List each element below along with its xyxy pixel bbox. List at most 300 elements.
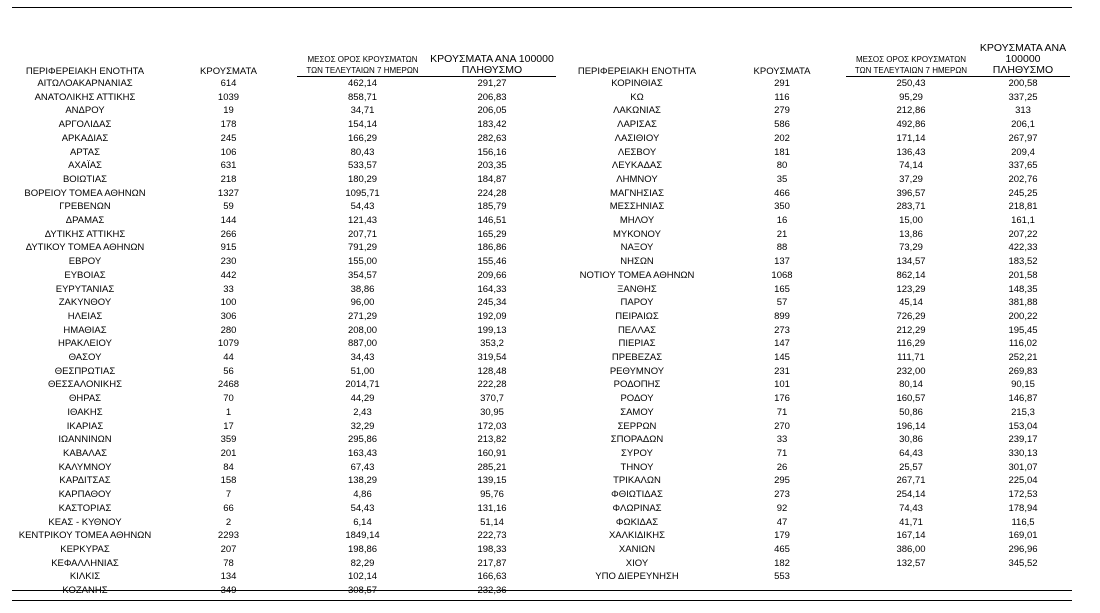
right-per100k-cell: 337,25 <box>1008 91 1038 103</box>
left-per100k-cell: 217,87 <box>477 557 507 569</box>
header-cases-per-100k-right <box>976 43 1070 77</box>
right-avg7-cell: 396,57 <box>896 187 926 199</box>
right-per100k-cell: 172,53 <box>1008 489 1038 501</box>
right-per100k-cell: 90,15 <box>1011 379 1035 391</box>
right-region-cell: ΥΠΟ ΔΙΕΡΕΥΝΗΣΗ <box>595 571 679 583</box>
left-cases-cell: 17 <box>223 420 234 432</box>
table-row <box>10 77 1070 91</box>
right-region-cell: ΛΑΣΙΘΙΟΥ <box>614 132 660 144</box>
left-region-cell: ΙΩΑΝΝΙΝΩΝ <box>58 434 112 446</box>
table-row <box>10 543 1070 557</box>
left-region-cell: ΑΝΔΡΟΥ <box>65 105 105 117</box>
left-avg7-cell: 6,14 <box>353 516 372 528</box>
left-per100k-cell: 285,21 <box>477 461 507 473</box>
right-region-cell: ΝΗΣΩΝ <box>620 256 654 268</box>
left-per100k-cell: 209,66 <box>477 269 507 281</box>
right-avg7-cell: 250,43 <box>896 78 926 89</box>
right-avg7-cell: 25,57 <box>899 461 923 473</box>
right-avg7-cell: 123,29 <box>896 283 926 295</box>
right-avg7-cell <box>846 570 976 584</box>
right-per100k-cell: 239,17 <box>1008 434 1038 446</box>
right-per100k-cell: 301,07 <box>1008 461 1038 473</box>
right-per100k-cell: 218,81 <box>1008 201 1038 213</box>
right-cases-cell: 71 <box>776 406 788 418</box>
left-per100k-cell: 146,51 <box>477 215 507 227</box>
right-per100k-cell: 296,96 <box>1008 543 1038 555</box>
table-row <box>10 420 1070 434</box>
right-cases-cell: 26 <box>776 461 788 473</box>
left-avg7-cell: 887,00 <box>347 338 378 350</box>
left-avg7-cell: 163,43 <box>347 447 378 459</box>
right-cases-cell: 47 <box>776 516 788 528</box>
right-per100k-cell: 201,58 <box>1008 269 1038 281</box>
right-region-cell: ΦΘΙΩΤΙΔΑΣ <box>611 489 663 501</box>
left-per100k-cell: 51,14 <box>480 516 504 528</box>
right-region-cell: ΛΕΥΚΑΔΑΣ <box>611 160 663 172</box>
left-cases-cell: 158 <box>220 475 237 487</box>
right-cases-cell: 202 <box>774 132 790 144</box>
right-per100k-cell <box>976 570 1070 584</box>
left-cases-cell: 266 <box>220 228 237 240</box>
right-per100k-cell: 153,04 <box>1008 420 1038 432</box>
right-cases-cell: 33 <box>776 434 788 446</box>
right-per100k-cell: 209,4 <box>1011 146 1035 158</box>
left-region-cell: ΚΕΦΑΛΛΗΝΙΑΣ <box>51 557 119 569</box>
left-per100k-cell: 156,16 <box>477 146 507 158</box>
left-cases-cell: 280 <box>220 324 237 336</box>
left-cases-cell: 59 <box>223 201 234 213</box>
right-region-cell: ΛΑΡΙΣΑΣ <box>617 119 657 131</box>
right-avg7-cell: 45,14 <box>899 297 923 309</box>
table-row <box>10 310 1070 324</box>
right-cases-cell: 16 <box>776 215 788 227</box>
left-region-cell: ΓΡΕΒΕΝΩΝ <box>59 201 111 213</box>
left-region-cell: ΕΒΡΟΥ <box>68 256 102 268</box>
bottom-rule-1 <box>12 590 1072 591</box>
right-region-cell: ΤΗΝΟΥ <box>620 461 654 473</box>
left-region-cell: ΗΡΑΚΛΕΙΟΥ <box>58 338 112 350</box>
left-region-cell: ΘΕΣΣΑΛΟΝΙΚΗΣ <box>48 379 122 391</box>
right-cases-cell: 586 <box>774 119 790 131</box>
right-avg7-cell: 726,29 <box>896 310 926 322</box>
right-cases-cell: 231 <box>774 365 790 377</box>
right-cases-cell: 179 <box>774 530 790 542</box>
right-per100k-cell: 215,3 <box>1011 406 1035 418</box>
right-cases-cell: 176 <box>774 393 790 405</box>
left-per100k-cell: 164,33 <box>477 283 507 295</box>
right-avg7-cell: 171,14 <box>896 132 926 144</box>
left-avg7-cell: 166,29 <box>347 132 378 144</box>
left-avg7-cell: 54,43 <box>350 502 375 514</box>
left-region-cell: ΚΕΑΣ - ΚΥΘΝΟΥ <box>48 516 122 528</box>
left-cases-cell: 201 <box>220 447 237 459</box>
left-avg7-cell: 154,14 <box>347 119 378 131</box>
right-avg7-cell: 13,86 <box>899 228 923 240</box>
left-per100k-cell: 224,28 <box>477 187 507 199</box>
right-per100k-cell: 148,35 <box>1008 283 1038 295</box>
left-avg7-cell: 207,71 <box>347 228 378 240</box>
left-cases-cell: 134 <box>220 571 237 583</box>
table-row <box>10 241 1070 255</box>
left-per100k-cell: 245,34 <box>477 297 507 309</box>
header-cases-right: ΚΡΟΥΣΜΑΤΑ <box>753 65 811 77</box>
left-cases-cell: 7 <box>225 489 232 501</box>
right-per100k-cell: 161,1 <box>1011 215 1035 227</box>
left-cases-cell: 1327 <box>217 187 240 199</box>
left-avg7-cell: 38,86 <box>350 283 375 295</box>
right-avg7-cell: 41,71 <box>899 516 923 528</box>
right-avg7-cell: 212,86 <box>896 105 926 117</box>
right-per100k-cell: 178,94 <box>1008 502 1038 514</box>
left-region-cell: ΚΑΣΤΟΡΙΑΣ <box>58 502 112 514</box>
header-region: ΠΕΡΙΦΕΡΕΙΑΚΗ ΕΝΟΤΗΤΑ <box>25 65 145 77</box>
left-cases-cell: 207 <box>220 543 237 555</box>
right-cases-cell: 295 <box>774 475 790 487</box>
right-region-cell: ΧΙΟΥ <box>625 557 649 569</box>
right-avg7-cell: 64,43 <box>899 447 923 459</box>
right-region-cell: ΣΠΟΡΑΔΩΝ <box>610 434 664 446</box>
left-per100k-cell: 291,27 <box>477 78 507 89</box>
right-per100k-cell: 116,02 <box>1008 338 1038 350</box>
right-avg7-cell: 15,00 <box>899 215 923 227</box>
left-per100k-cell: 199,13 <box>477 324 507 336</box>
right-cases-cell: 273 <box>774 489 790 501</box>
right-per100k-cell: 146,87 <box>1008 393 1038 405</box>
header-7day-average-line2: ΤΩΝ ΤΕΛΕΥΤΑΙΩΝ 7 ΗΜΕΡΩΝ <box>306 66 419 75</box>
left-region-cell: ΔΥΤΙΚΟΥ ΤΟΜΕΑ ΑΘΗΝΩΝ <box>25 242 145 254</box>
left-avg7-cell: 138,29 <box>347 475 378 487</box>
right-cases-cell: 92 <box>776 502 788 514</box>
left-avg7-cell: 34,71 <box>350 105 375 117</box>
left-cases-cell: 306 <box>220 310 237 322</box>
right-per100k-cell: 330,13 <box>1008 447 1038 459</box>
left-cases-cell: 359 <box>220 434 237 446</box>
table-row <box>10 187 1070 201</box>
table-row <box>10 104 1070 118</box>
right-region-cell: ΛΑΚΩΝΙΑΣ <box>613 105 661 117</box>
cases-table <box>10 43 1070 598</box>
left-per100k-cell: 213,82 <box>477 434 507 446</box>
right-avg7-cell: 212,29 <box>896 324 926 336</box>
left-per100k-cell: 222,73 <box>477 530 507 542</box>
right-avg7-cell: 862,14 <box>896 269 926 281</box>
table-row <box>10 365 1070 379</box>
right-avg7-cell: 232,00 <box>896 365 926 377</box>
right-cases-cell: 147 <box>774 338 790 350</box>
left-cases-cell: 84 <box>223 461 234 473</box>
left-region-cell: ΒΟΙΩΤΙΑΣ <box>62 173 108 185</box>
right-avg7-cell: 74,14 <box>899 160 923 172</box>
left-cases-cell: 66 <box>223 502 234 514</box>
left-per100k-cell: 155,46 <box>477 256 507 268</box>
right-region-cell: ΡΕΘΥΜΝΟΥ <box>609 365 665 377</box>
left-region-cell: ΚΟΖΑΝΗΣ <box>62 585 108 597</box>
left-region-cell: ΗΜΑΘΙΑΣ <box>63 324 107 336</box>
left-avg7-cell: 308,57 <box>347 585 378 597</box>
right-per100k-cell: 200,58 <box>1008 78 1038 89</box>
right-region-cell: ΛΗΜΝΟΥ <box>616 173 658 185</box>
right-region-cell: ΝΟΤΙΟΥ ΤΟΜΕΑ ΑΘΗΝΩΝ <box>579 269 695 281</box>
left-per100k-cell: 166,63 <box>477 571 507 583</box>
left-cases-cell: 631 <box>220 160 237 172</box>
left-region-cell: ΑΡΤΑΣ <box>70 146 100 158</box>
header-row <box>10 43 1070 77</box>
left-per100k-cell: 160,91 <box>477 447 507 459</box>
header-7day-average-line1: ΜΕΣΟΣ ΟΡΟΣ ΚΡΟΥΣΜΑΤΩΝ <box>307 55 418 64</box>
left-per100k-cell: 128,48 <box>477 365 507 377</box>
right-cases-cell: 273 <box>774 324 790 336</box>
table-row <box>10 337 1070 351</box>
table-row <box>10 433 1070 447</box>
left-cases-cell: 2468 <box>217 379 240 391</box>
right-region-cell: ΠΕΙΡΑΙΩΣ <box>615 310 659 322</box>
right-per100k-cell: 245,25 <box>1008 187 1038 199</box>
right-region-cell: ΞΑΝΘΗΣ <box>617 283 657 295</box>
left-avg7-cell: 791,29 <box>347 242 378 254</box>
left-per100k-cell: 184,87 <box>477 173 507 185</box>
left-per100k-cell: 95,76 <box>480 489 504 501</box>
left-avg7-cell: 121,43 <box>347 215 378 227</box>
left-region-cell: ΘΕΣΠΡΩΤΙΑΣ <box>54 365 116 377</box>
left-per100k-cell: 232,36 <box>477 585 507 597</box>
table-row <box>10 516 1070 530</box>
table-row <box>10 447 1070 461</box>
right-cases-cell: 1068 <box>771 269 793 281</box>
right-per100k-cell: 337,65 <box>1008 160 1038 172</box>
right-per100k-cell: 206,1 <box>1011 119 1035 131</box>
table-row <box>10 378 1070 392</box>
left-region-cell: ΚΕΡΚΥΡΑΣ <box>60 543 110 555</box>
table-row <box>10 159 1070 173</box>
left-cases-cell: 218 <box>220 173 237 185</box>
left-avg7-cell: 4,86 <box>353 489 372 501</box>
left-avg7-cell: 180,29 <box>347 173 378 185</box>
left-avg7-cell: 34,43 <box>350 352 375 364</box>
left-cases-cell: 230 <box>220 256 237 268</box>
left-cases-cell: 1 <box>225 406 232 418</box>
header-7day-average <box>297 43 428 77</box>
left-avg7-cell: 80,43 <box>350 146 375 158</box>
left-avg7-cell: 354,57 <box>347 269 378 281</box>
header-region-right: ΠΕΡΙΦΕΡΕΙΑΚΗ ΕΝΟΤΗΤΑ <box>577 65 697 77</box>
left-avg7-cell: 462,14 <box>347 78 378 89</box>
left-cases-cell: 19 <box>223 105 234 117</box>
right-cases-cell: 553 <box>774 571 790 583</box>
right-avg7-cell: 134,57 <box>896 256 926 268</box>
right-avg7-cell: 254,14 <box>896 489 926 501</box>
right-avg7-cell: 167,14 <box>896 530 926 542</box>
table-row <box>10 351 1070 365</box>
table-row <box>10 474 1070 488</box>
left-region-cell: ΑΡΓΟΛΙΔΑΣ <box>58 119 112 131</box>
left-avg7-cell: 858,71 <box>347 91 378 103</box>
left-per100k-cell: 319,54 <box>477 352 507 364</box>
left-region-cell: ΚΑΡΔΙΤΣΑΣ <box>59 475 111 487</box>
left-cases-cell: 106 <box>220 146 237 158</box>
right-avg7-cell: 111,71 <box>897 352 925 364</box>
right-cases-cell: 350 <box>774 201 790 213</box>
right-per100k-cell: 202,76 <box>1008 173 1038 185</box>
left-avg7-cell: 295,86 <box>347 434 378 446</box>
left-region-cell: ΚΙΛΚΙΣ <box>69 571 101 583</box>
right-per100k-cell: 116,5 <box>1011 516 1035 528</box>
left-cases-cell: 2 <box>225 516 232 528</box>
left-cases-cell: 178 <box>220 119 237 131</box>
left-per100k-cell: 192,09 <box>477 310 507 322</box>
left-cases-cell: 1039 <box>217 91 240 103</box>
left-per100k-cell: 183,42 <box>477 119 507 131</box>
left-cases-cell: 144 <box>220 215 237 227</box>
left-per100k-cell: 282,63 <box>477 132 507 144</box>
bottom-rule-2 <box>12 600 1072 601</box>
right-region-cell: ΜΕΣΣΗΝΙΑΣ <box>609 201 665 213</box>
left-avg7-cell: 1849,14 <box>345 530 380 542</box>
right-cases-cell: 80 <box>776 160 788 172</box>
left-avg7-cell: 533,57 <box>347 160 378 172</box>
left-avg7-cell: 198,86 <box>347 543 378 555</box>
table-row <box>10 570 1070 584</box>
left-per100k-cell: 139,15 <box>477 475 507 487</box>
left-per100k-cell: 30,95 <box>480 406 504 418</box>
right-cases-cell: 279 <box>774 105 790 117</box>
left-cases-cell: 915 <box>220 242 237 254</box>
left-avg7-cell: 32,29 <box>350 420 375 432</box>
right-region-cell: ΤΡΙΚΑΛΩΝ <box>613 475 661 487</box>
right-cases-cell: 145 <box>774 352 790 364</box>
table-row <box>10 118 1070 132</box>
right-region-cell: ΡΟΔΟΥ <box>620 393 654 405</box>
left-avg7-cell: 102,14 <box>347 571 378 583</box>
table-row <box>10 228 1070 242</box>
left-region-cell: ΔΥΤΙΚΗΣ ΑΤΤΙΚΗΣ <box>44 228 126 240</box>
right-avg7-cell: 492,86 <box>896 119 926 131</box>
table-row <box>10 324 1070 338</box>
right-region-cell: ΠΡΕΒΕΖΑΣ <box>611 352 663 364</box>
left-per100k-cell: 206,05 <box>477 105 507 117</box>
right-region-cell: ΦΛΩΡΙΝΑΣ <box>612 502 662 514</box>
right-avg7-cell: 30,86 <box>899 434 923 446</box>
table-row <box>10 255 1070 269</box>
left-avg7-cell: 82,29 <box>350 557 375 569</box>
left-avg7-cell: 54,43 <box>350 201 375 213</box>
header-cases-per-100k <box>428 43 556 77</box>
left-region-cell: ΙΘΑΚΗΣ <box>67 406 103 418</box>
table-row <box>10 557 1070 571</box>
left-region-cell: ΔΡΑΜΑΣ <box>65 215 105 227</box>
right-cases-cell: 465 <box>774 543 790 555</box>
right-per100k-cell: 269,83 <box>1008 365 1038 377</box>
table-row <box>10 283 1070 297</box>
left-cases-cell: 349 <box>220 585 237 597</box>
right-avg7-cell: 73,29 <box>899 242 923 254</box>
left-avg7-cell: 51,00 <box>350 365 375 377</box>
right-region-cell: ΜΑΓΝΗΣΙΑΣ <box>610 187 664 199</box>
left-cases-cell: 33 <box>223 283 234 295</box>
left-per100k-cell: 370,7 <box>480 393 504 405</box>
left-per100k-cell: 353,2 <box>480 338 504 350</box>
right-cases-cell: 137 <box>774 256 790 268</box>
right-region-cell: ΛΕΣΒΟΥ <box>617 146 657 158</box>
header-cases-per-100k-right-line1: ΚΡΟΥΣΜΑΤΑ ΑΝΑ 100000 <box>979 42 1067 65</box>
right-avg7-cell: 95,29 <box>899 91 923 103</box>
table-row <box>10 269 1070 283</box>
right-region-cell: ΜΥΚΟΝΟΥ <box>613 228 661 240</box>
left-region-cell: ΕΥΡΥΤΑΝΙΑΣ <box>55 283 115 295</box>
left-avg7-cell: 96,00 <box>350 297 375 309</box>
right-avg7-cell: 283,71 <box>896 201 926 213</box>
left-region-cell: ΘΑΣΟΥ <box>68 352 102 364</box>
header-cases: ΚΡΟΥΣΜΑΤΑ <box>200 65 257 77</box>
table-row <box>10 173 1070 187</box>
left-cases-cell: 245 <box>220 132 237 144</box>
table-row <box>10 91 1070 105</box>
left-region-cell: ΒΟΡΕΙΟΥ ΤΟΜΕΑ ΑΘΗΝΩΝ <box>24 187 146 199</box>
left-cases-cell: 442 <box>220 269 237 281</box>
right-per100k-cell: 252,21 <box>1008 352 1038 364</box>
right-region-cell: ΦΩΚΙΔΑΣ <box>615 516 659 528</box>
right-per100k-cell: 195,45 <box>1008 324 1038 336</box>
left-per100k-cell: 186,86 <box>477 242 507 254</box>
right-per100k-cell: 345,52 <box>1008 557 1038 569</box>
right-per100k-cell: 381,88 <box>1008 297 1038 309</box>
left-region-cell: ΙΚΑΡΙΑΣ <box>66 420 104 432</box>
right-cases-cell: 35 <box>776 173 788 185</box>
left-cases-cell: 1079 <box>217 338 240 350</box>
right-region-cell: ΠΙΕΡΙΑΣ <box>618 338 656 350</box>
left-cases-cell: 100 <box>220 297 237 309</box>
top-rule <box>12 7 1072 8</box>
right-avg7-cell: 80,14 <box>899 379 923 391</box>
left-region-cell: ΑΙΤΩΛΟΑΚΑΡΝΑΝΙΑΣ <box>37 77 133 89</box>
right-cases-cell: 21 <box>776 228 788 240</box>
left-avg7-cell: 2014,71 <box>345 379 380 391</box>
right-avg7-cell: 136,43 <box>896 146 926 158</box>
table-body <box>10 77 1070 598</box>
right-avg7-cell: 37,29 <box>899 173 923 185</box>
right-cases-cell: 101 <box>774 379 790 391</box>
right-region-cell: ΧΑΝΙΩΝ <box>618 543 656 555</box>
left-region-cell: ΖΑΚΥΝΘΟΥ <box>58 297 112 309</box>
right-avg7-cell: 160,57 <box>896 393 926 405</box>
right-cases-cell: 88 <box>776 242 788 254</box>
right-cases-cell: 899 <box>774 310 790 322</box>
left-avg7-cell: 2,43 <box>353 406 372 418</box>
right-cases-cell: 182 <box>774 557 790 569</box>
right-cases-cell: 181 <box>774 146 790 158</box>
left-per100k-cell: 165,29 <box>477 228 507 240</box>
right-cases-cell: 466 <box>774 187 790 199</box>
left-avg7-cell: 67,43 <box>350 461 375 473</box>
left-cases-cell: 44 <box>223 352 234 364</box>
right-region-cell: ΝΑΞΟΥ <box>620 242 654 254</box>
left-avg7-cell: 44,29 <box>350 393 375 405</box>
right-per100k-cell: 169,01 <box>1008 530 1038 542</box>
left-cases-cell: 614 <box>220 77 237 89</box>
right-per100k-cell: 422,33 <box>1008 242 1038 254</box>
left-avg7-cell: 271,29 <box>347 310 378 322</box>
header-7day-average-right <box>846 43 976 77</box>
right-avg7-cell: 386,00 <box>896 543 926 555</box>
right-per100k-cell: 267,97 <box>1008 132 1038 144</box>
left-region-cell: ΚΕΝΤΡΙΚΟΥ ΤΟΜΕΑ ΑΘΗΝΩΝ <box>18 530 152 542</box>
left-avg7-cell: 155,00 <box>347 256 378 268</box>
left-region-cell: ΚΑΡΠΑΘΟΥ <box>58 489 112 501</box>
left-region-cell: ΚΑΛΥΜΝΟΥ <box>58 461 112 473</box>
left-cases-cell: 56 <box>223 365 234 377</box>
header-cases-per-100k-line2: ΠΛΗΘΥΣΜΟ <box>461 64 523 76</box>
left-per100k-cell: 198,33 <box>477 543 507 555</box>
left-per100k-cell: 206,83 <box>477 91 507 103</box>
